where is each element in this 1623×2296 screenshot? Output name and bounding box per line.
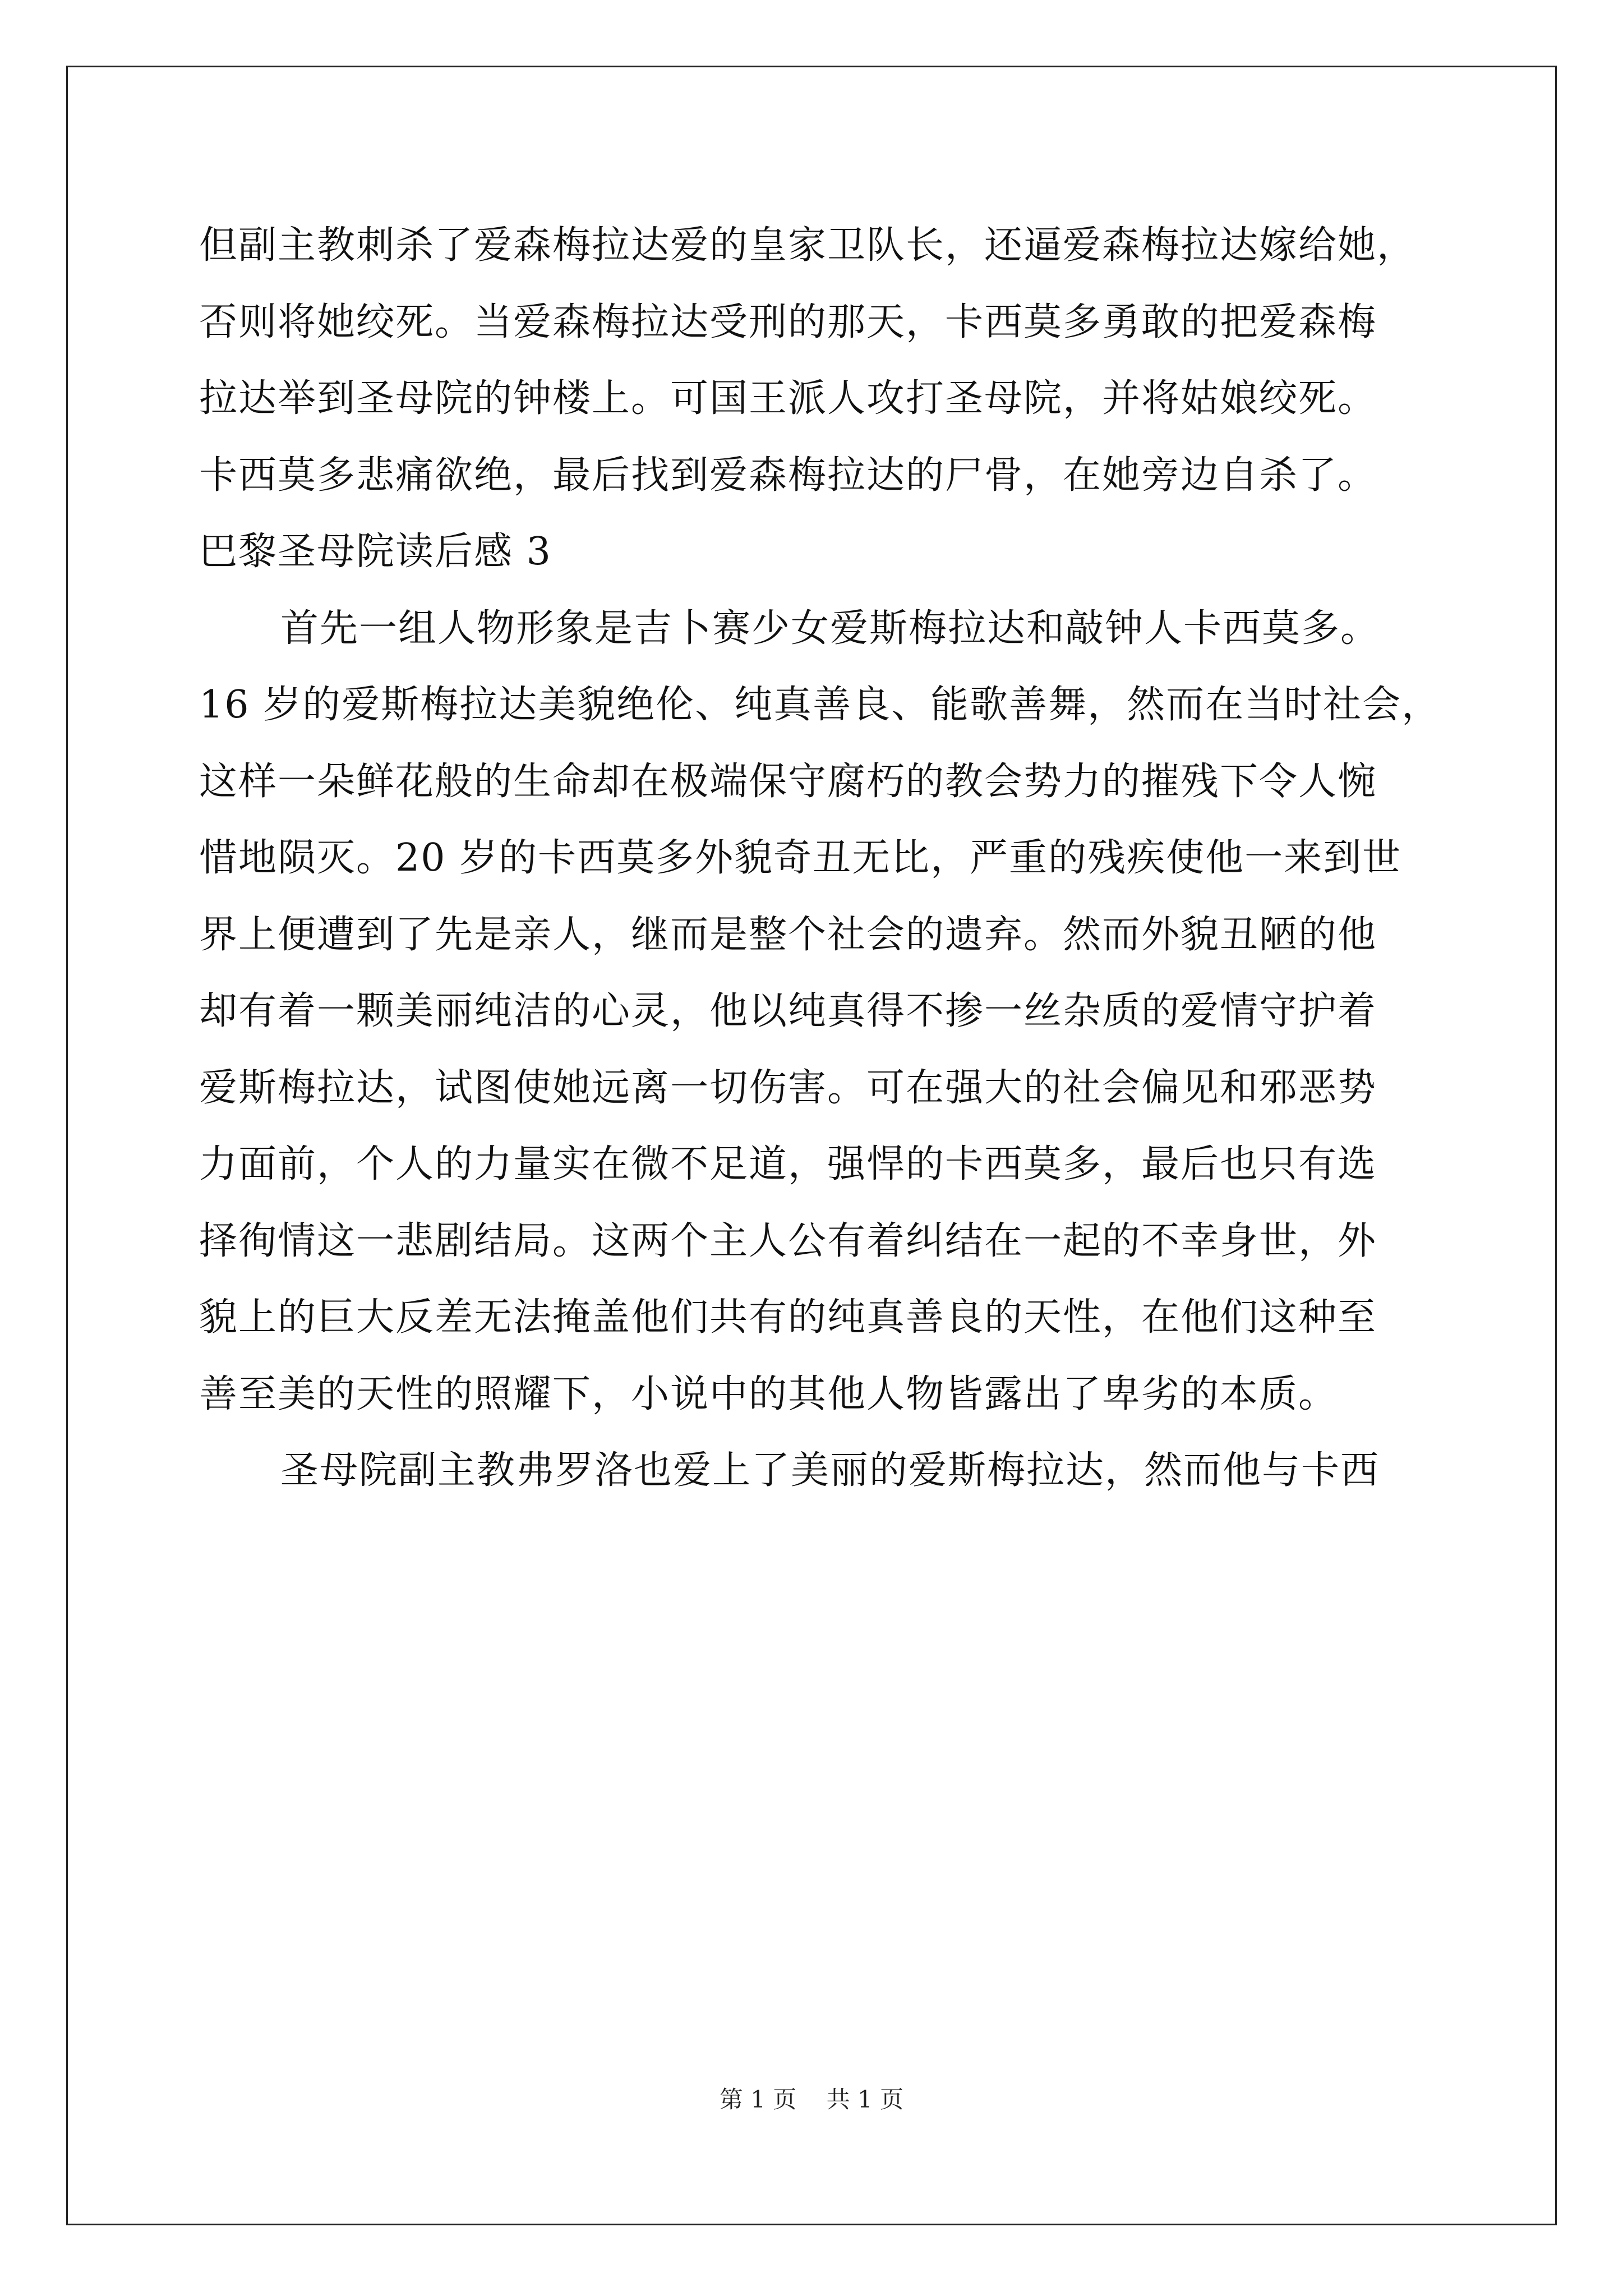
text-line: 界上便遭到了先是亲人，继而是整个社会的遗弃。然而外貌丑陋的他 [199, 912, 1377, 957]
page-footer: 第 1 页 共 1 页 [719, 2086, 904, 2113]
text-line: 爱斯梅拉达，试图使她远离一切伤害。可在强大的社会偏见和邪恶势 [199, 1065, 1377, 1110]
text-line: 择徇情这一悲剧结局。这两个主人公有着纠结在一起的不幸身世，外 [199, 1218, 1377, 1263]
text-line: 善至美的天性的照耀下，小说中的其他人物皆露出了卑劣的本质。 [199, 1372, 1338, 1416]
text-line: 这样一朵鲜花般的生命却在极端保守腐朽的教会势力的摧残下令人惋 [199, 759, 1377, 804]
text-line: 否则将她绞死。当爱森梅拉达受刑的那天，卡西莫多勇敢的把爱森梅 [199, 300, 1377, 344]
section-heading: 巴黎圣母院读后感 3 [199, 530, 552, 574]
text-line: 卡西莫多悲痛欲绝，最后找到爱森梅拉达的尸骨，在她旁边自杀了。 [199, 453, 1377, 498]
text-line: 貌上的巨大反差无法掩盖他们共有的纯真善良的天性，在他们这种至 [199, 1295, 1377, 1340]
document-body [199, 208, 1444, 1510]
paragraph-start: 首先一组人物形象是吉卜赛少女爱斯梅拉达和敲钟人卡西莫多。 [280, 606, 1380, 651]
paragraph-start: 圣母院副主教弗罗洛也爱上了美丽的爱斯梅拉达，然而他与卡西 [280, 1448, 1380, 1493]
text-line: 但副主教刺杀了爱森梅拉达爱的皇家卫队长，还逼爱森梅拉达嫁给她， [199, 223, 1417, 268]
text-line: 却有着一颗美丽纯洁的心灵，他以纯真得不掺一丝杂质的爱情守护着 [199, 989, 1377, 1033]
text-line: 拉达举到圣母院的钟楼上。可国王派人攻打圣母院，并将姑娘绞死。 [199, 376, 1377, 421]
text-line: 力面前，个人的力量实在微不足道，强悍的卡西莫多，最后也只有选 [199, 1142, 1377, 1186]
text-line: 16 岁的爱斯梅拉达美貌绝伦、纯真善良、能歌善舞，然而在当时社会， [199, 683, 1441, 727]
text-line: 惜地陨灭。20 岁的卡西莫多外貌奇丑无比，严重的残疾使他一来到世 [199, 836, 1402, 880]
